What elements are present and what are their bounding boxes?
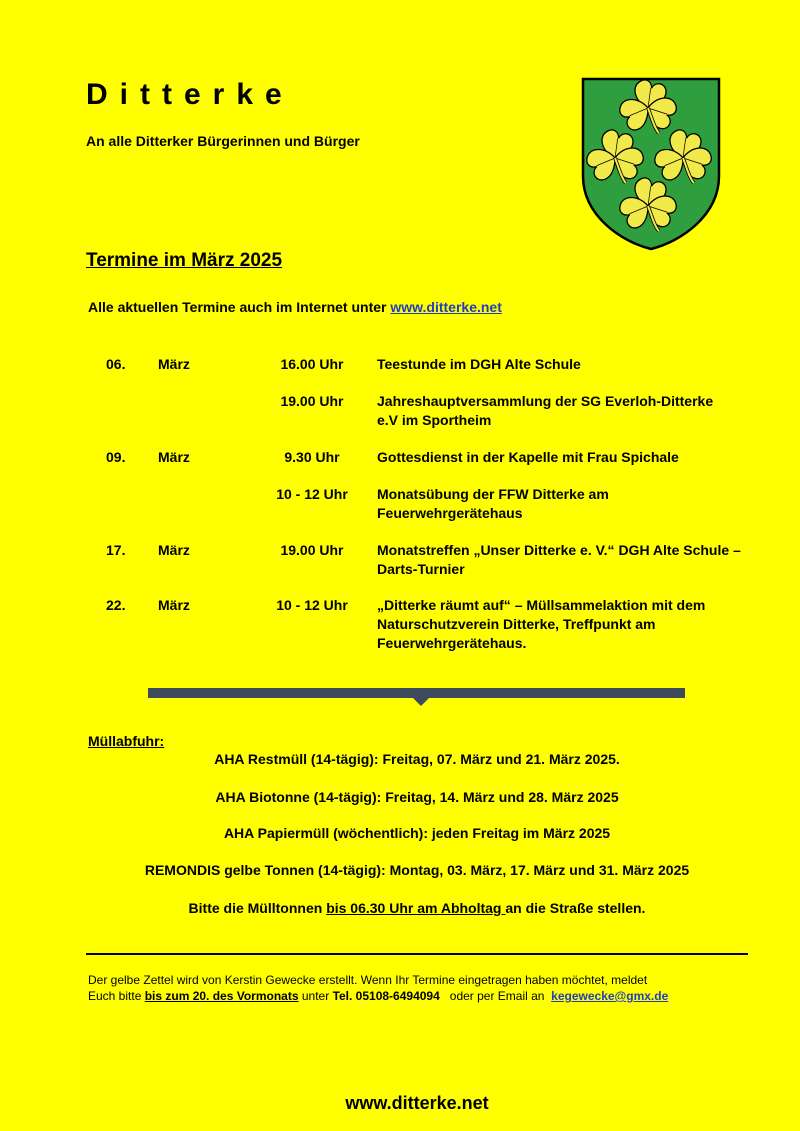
waste-gelbe-tonnen: REMONDIS gelbe Tonnen (14-tägig): Montag, 03. März, 17. März und 31. März 2025 (144, 862, 690, 878)
event-month: März (158, 542, 190, 558)
event-time: 9.30 Uhr (284, 449, 340, 465)
event-description: Teestunde im DGH Alte Schule (377, 356, 581, 372)
footer-prefix: Euch bitte (88, 989, 145, 1003)
event-time: 16.00 Uhr (280, 356, 344, 372)
waste-biotonne: AHA Biotonne (14-tägig): Freitag, 14. März und 28. März 2025 (215, 789, 619, 805)
footer-note (88, 972, 768, 1004)
event-time: 19.00 Uhr (280, 393, 344, 409)
event-time: 10 - 12 Uhr (276, 597, 348, 613)
event-month: März (158, 449, 190, 465)
footer-email-link[interactable]: kegewecke@gmx.de (551, 989, 669, 1003)
footer-email-prefix: oder per Email an (439, 989, 552, 1003)
footer-divider (86, 953, 748, 955)
event-day: 22. (106, 597, 126, 613)
waste-notice (0, 900, 800, 916)
website-link[interactable]: www.ditterke.net (390, 299, 502, 315)
footer-deadline: bis zum 20. des Vormonats (144, 989, 299, 1003)
event-day: 17. (106, 542, 126, 558)
divider-notch-icon (412, 697, 430, 706)
event-month: März (158, 597, 190, 613)
waste-papiermuell: AHA Papiermüll (wöchentlich): jeden Freitag im März 2025 (223, 825, 611, 841)
footer-line-1: Der gelbe Zettel wird von Kerstin Gewecke erstellt. Wenn Ihr Termine eingetragen haben möchtet, meldet (88, 973, 648, 987)
event-description: „Ditterke räumt auf“ – Müllsammelaktion mit dem Naturschutzverein Ditterke, Treffpunkt am Feuerwehrgerätehaus. (377, 597, 706, 651)
page-subtitle: An alle Ditterker Bürgerinnen und Bürger (86, 133, 360, 149)
waste-notice-deadline: bis 06.30 Uhr am Abholtag (326, 900, 506, 916)
waste-notice-prefix: Bitte die Mülltonnen (188, 900, 327, 916)
internet-notice (88, 299, 502, 315)
clover-coat-of-arms-icon (580, 76, 722, 252)
waste-heading: Müllabfuhr: (88, 733, 165, 749)
footer-mid: unter (298, 989, 333, 1003)
waste-notice-suffix: an die Straße stellen. (505, 900, 646, 916)
event-description: Jahreshauptversammlung der SG Everloh-Ditterke e.V im Sportheim (377, 393, 714, 428)
event-day: 06. (106, 356, 126, 372)
waste-restmuell: AHA Restmüll (14-tägig): Freitag, 07. März und 21. März 2025. (214, 751, 620, 767)
event-description: Monatsübung der FFW Ditterke am Feuerwehrgerätehaus (377, 486, 609, 521)
event-time: 19.00 Uhr (280, 542, 344, 558)
event-month: März (158, 356, 190, 372)
footer-phone: Tel. 05108-6494094 (332, 989, 440, 1003)
footer-line-2 (88, 988, 768, 1004)
internet-notice-text: Alle aktuellen Termine auch im Internet unter (88, 299, 391, 315)
schedule-heading: Termine im März 2025 (86, 250, 283, 271)
event-description: Gottesdienst in der Kapelle mit Frau Spichale (377, 449, 679, 465)
footer-website[interactable]: www.ditterke.net (345, 1093, 489, 1113)
page-title: Ditterke (86, 78, 294, 111)
event-description: Monatstreffen „Unser Ditterke e. V.“ DGH Alte Schule – Darts-Turnier (377, 542, 741, 577)
event-day: 09. (106, 449, 126, 465)
event-time: 10 - 12 Uhr (276, 486, 348, 502)
